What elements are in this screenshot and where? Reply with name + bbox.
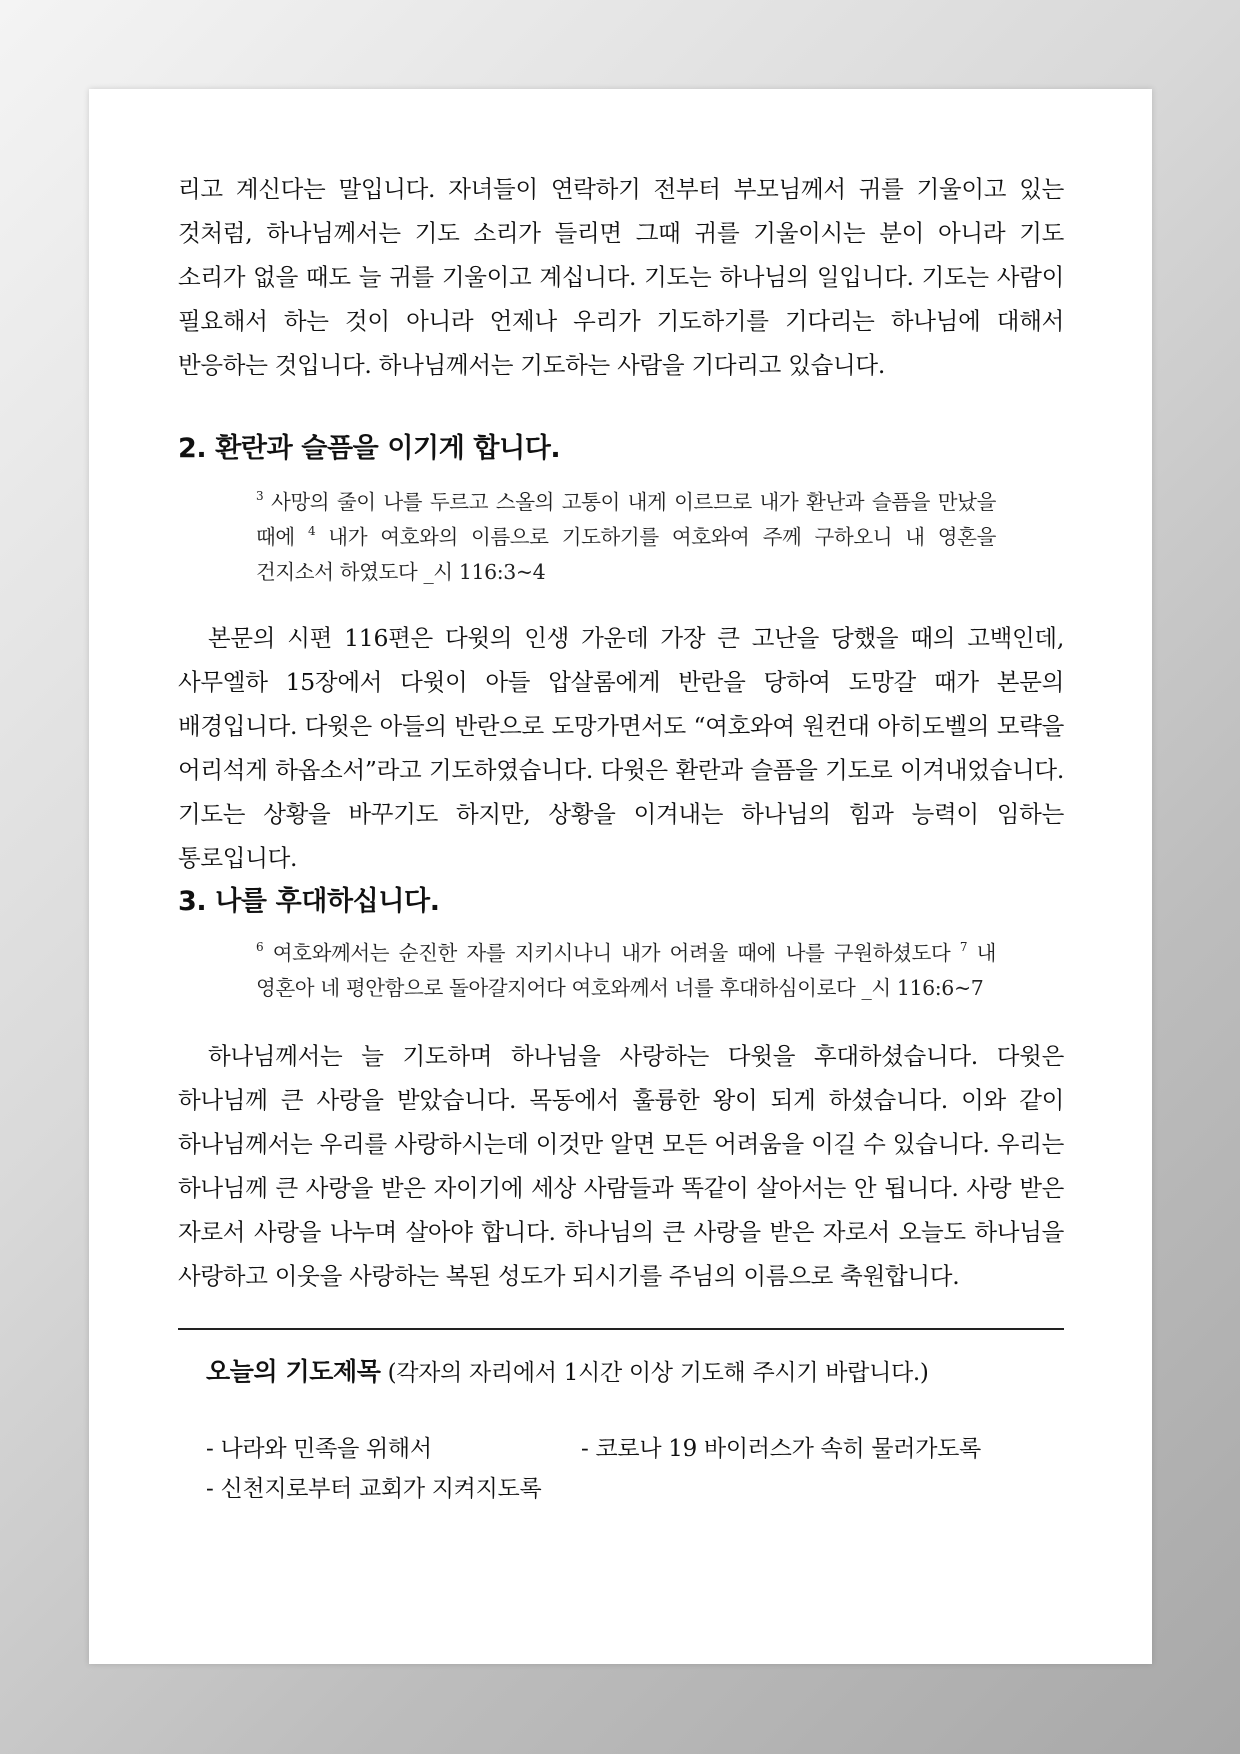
prayer-title-note: (각자의 자리에서 1시간 이상 기도해 주시기 바랍니다.) [380, 1360, 929, 1386]
page-content [178, 167, 1064, 1509]
prayer-item: - 나라와 민족을 위해서 [206, 1436, 432, 1462]
section-2-scripture [256, 485, 996, 590]
section-3-scripture [256, 936, 996, 1006]
intro-paragraph: 리고 계신다는 말입니다. 자녀들이 연락하기 전부터 부모님께서 귀를 기울이고 있는 것처럼, 하나님께서는 기도 소리가 들리면 그때 귀를 기울이시는 분이 아니라 기도 소리가 없을 때도 늘 귀를 기울이고 계십니다. 기도는 하나님의 일입니다. 기도는 사람이 필요해서 하는 것이 아니라 언제나 우리가 기도하기를 기다리는 하나님에 대해서 반응하는 것입니다. 하나님께서는 기도하는 사람을 기다리고 있습니다. [178, 175, 1064, 379]
prayer-title-label: 오늘의 기도제목 [206, 1357, 381, 1386]
prayer-item: - 코로나 19 바이러스가 속히 물러가도록 [581, 1436, 981, 1462]
verse-text: 내가 여호와의 이름으로 기도하기를 여호와여 주께 구하오니 내 영혼을 건지소서 하였도다 _시 116:3~4 [256, 525, 996, 584]
section-3-body: 하나님께서는 늘 기도하며 하나님을 사랑하는 다윗을 후대하셨습니다. 다윗은 하나님께 큰 사랑을 받았습니다. 목동에서 훌륭한 왕이 되게 하셨습니다. 이와 같이 하나님께서는 우리를 사랑하시는데 이것만 알면 모든 어려움을 이길 수 있습니다. 우리는 하나님께 큰 사랑을 받은 자이기에 세상 사람들과 똑같이 살아서는 안 됩니다. 사랑 받은 자로서 사랑을 나누며 살아야 합니다. 하나님의 큰 사랑을 받은 자로서 오늘도 하나님을 사랑하고 이웃을 사랑하는 복된 성도가 되시기를 주님의 이름으로 축원합니다. [178, 1042, 1064, 1290]
verse-number: 4 [307, 524, 316, 538]
verse-number: 7 [959, 940, 968, 954]
section-divider [178, 1328, 1064, 1330]
verse-text: 내 영혼아 네 평안함으로 돌아갈지어다 여호와께서 너를 후대하심이로다 _시 116:6~7 [256, 941, 996, 1000]
verse-text: 여호와께서는 순진한 자를 지키시나니 내가 어려울 때에 나를 구원하셨도다 [263, 941, 960, 965]
prayer-items [206, 1429, 1064, 1509]
section-2-heading: 2. 환란과 슬픔을 이기게 합니다. [178, 433, 561, 464]
section-2-body: 본문의 시편 116편은 다윗의 인생 가운데 가장 큰 고난을 당했을 때의 고백인데, 사무엘하 15장에서 다윗이 아들 압살롬에게 반란을 당하여 도망갈 때가 본문의 배경입니다. 다윗은 아들의 반란으로 도망가면서도 “여호와여 원컨대 아히도벨의 모략을 어리석게 하옵소서”라고 기도하였습니다. 다윗은 환란과 슬픔을 기도로 이겨내었습니다. 기도는 상황을 바꾸기도 하지만, 상황을 이겨내는 하나님의 힘과 능력이 임하는 통로입니다. [178, 624, 1064, 872]
verse-number: 6 [256, 940, 264, 954]
prayer-item: - 신천지로부터 교회가 지켜지도록 [206, 1476, 542, 1502]
prayer-title [206, 1352, 1064, 1395]
document-page [89, 89, 1152, 1664]
verse-text: 사망의 줄이 나를 두르고 스올의 고통이 내게 이르므로 내가 환난과 슬픔을 만났을 때에 [256, 490, 996, 549]
verse-number: 3 [256, 489, 264, 503]
section-3-heading: 3. 나를 후대하십니다. [178, 886, 440, 917]
